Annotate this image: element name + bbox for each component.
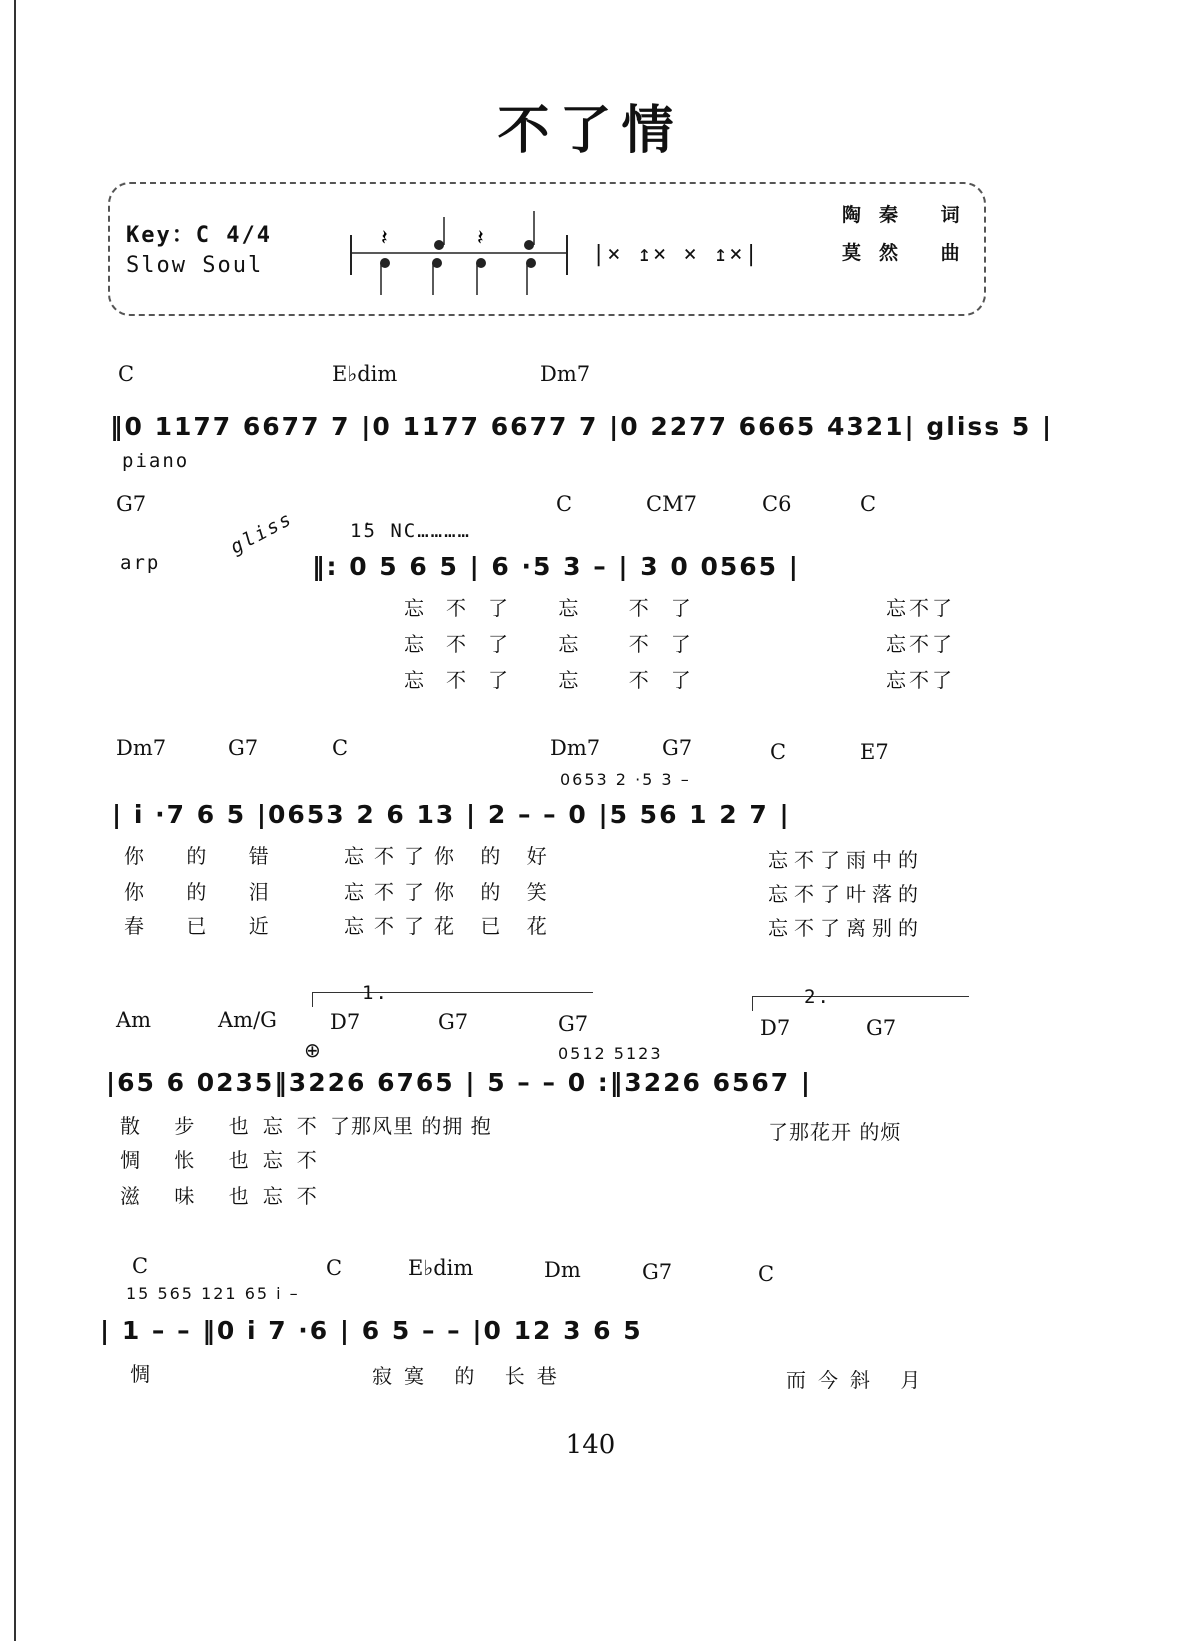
chord-symbol: Dm7 [116,736,167,760]
chord-symbol: C [118,362,135,386]
chord-symbol: G7 [662,736,693,760]
svg-text:𝄽: 𝄽 [381,226,388,251]
lyric-line: 了那风里 的拥 抱 [330,1114,492,1138]
chord-symbol: G7 [438,1010,469,1034]
chord-symbol: C6 [762,492,792,516]
drum-rhythm-notation [345,205,575,300]
chord-symbol: G7 [228,736,259,760]
lyric-line: 忘不了雨中的 [768,848,924,872]
lyric-line: 忘不了你 的 好 [344,844,557,868]
lyric-line: 而今斜 月 [786,1368,933,1392]
composer-credit: 莫然 曲 [842,242,978,264]
lyric-line: 忘不了 [886,596,955,620]
lyric-line: 忘不了叶落的 [768,882,924,906]
cymbal-rhythm: |× ↥× × ↥×| [592,242,760,267]
second-ending-bracket [752,996,969,1011]
lyric-line: 你 的 泪 [124,880,287,904]
volta-label: 2. [804,986,831,1008]
notation-line: | i ·7 6 5 |0653 2 6 13 | 2 – – 0 |5 56 1 2 7 | [112,800,791,829]
chord-symbol: Am/G [218,1008,277,1032]
chord-symbol: G7 [116,492,147,516]
chord-symbol: C [770,740,787,764]
chord-symbol: G7 [558,1012,589,1036]
gliss-label: gliss [226,507,297,559]
first-ending-bracket [312,992,593,1007]
lyric-line: 你 的 错 [124,844,287,868]
chord-symbol: C [556,492,573,516]
binding-margin-line [14,0,16,1641]
chord-symbol: Am [116,1008,152,1032]
instrument-label: piano [122,450,190,472]
lyric-line: 忘不了 [886,668,955,692]
small-notation: 0512 5123 [558,1044,663,1063]
chord-symbol: Dm7 [550,736,601,760]
style-label: Slow Soul [126,253,264,278]
no-chord-marker: 1̇5 NC………… [350,520,471,542]
chord-symbol: C [132,1254,149,1278]
small-notation: 0653 2 ·5 3 – [560,770,691,789]
volta-label: 1. [362,982,389,1004]
coda-icon: ⊕ [304,1038,321,1062]
notation-line: ‖: 0 5 6 5 | 6 ·5 3 – | 3 0 0565 | [312,552,800,581]
chord-symbol: D7 [760,1016,791,1040]
chord-symbol: G7 [642,1260,673,1284]
svg-text:𝄽: 𝄽 [477,226,484,251]
chord-symbol: C [860,492,877,516]
chord-symbol: E♭dim [332,362,398,386]
chord-symbol: Dm [544,1258,581,1282]
lyric-line: 了那花开 的烦 [768,1120,902,1144]
lyric-line: 忘不了你 的 笑 [344,880,557,904]
lyric-line: 忘不了花 已 花 [344,914,557,938]
notation-line: ‖0 1177 6677 7 |0 1177 6677 7 |0 2277 6665 4321| gliss 5 | [110,412,1054,441]
chord-symbol: Dm7 [540,362,591,386]
chord-symbol: C [758,1262,775,1286]
arpeggio-label: arp [120,552,161,574]
page-number: 140 [565,1430,616,1460]
lyric-line: 散 步 也忘不 [120,1114,331,1138]
key-signature: Key：C 4/4 [126,223,272,248]
notation-line: | 1 – – ‖0 i 7 ·6 | 6 5 – – |0 12 3 6 5 [100,1316,643,1345]
lyricist-credit: 陶秦 词 [842,204,978,226]
lyric-line: 惆 [130,1362,153,1386]
lyric-line: 忘不了 忘 不了 [404,632,713,656]
small-notation: 15 565 121 65 i – [126,1284,300,1303]
song-title: 不了情 [497,100,684,161]
lyric-line: 忘不了 忘 不了 [404,596,713,620]
chord-symbol: CM7 [646,492,697,516]
lyric-line: 春 已 近 [124,914,287,938]
chord-symbol: E♭dim [408,1256,474,1280]
chord-symbol: D7 [330,1010,361,1034]
chord-symbol: C [326,1256,343,1280]
lyric-line: 惆 怅 也忘不 [120,1148,331,1172]
lyric-line: 忘不了 [886,632,955,656]
chord-symbol: C [332,736,349,760]
lyric-line: 忘不了离别的 [768,916,924,940]
notation-line: |65 6 0235‖3226 6765 | 5 – – 0 :‖3226 6567 | [106,1068,813,1097]
chord-symbol: G7 [866,1016,897,1040]
lyric-line: 滋 味 也忘不 [120,1184,331,1208]
lyric-line: 忘不了 忘 不了 [404,668,713,692]
chord-symbol: E7 [860,740,889,764]
lyric-line: 寂寞 的 长巷 [372,1364,569,1388]
